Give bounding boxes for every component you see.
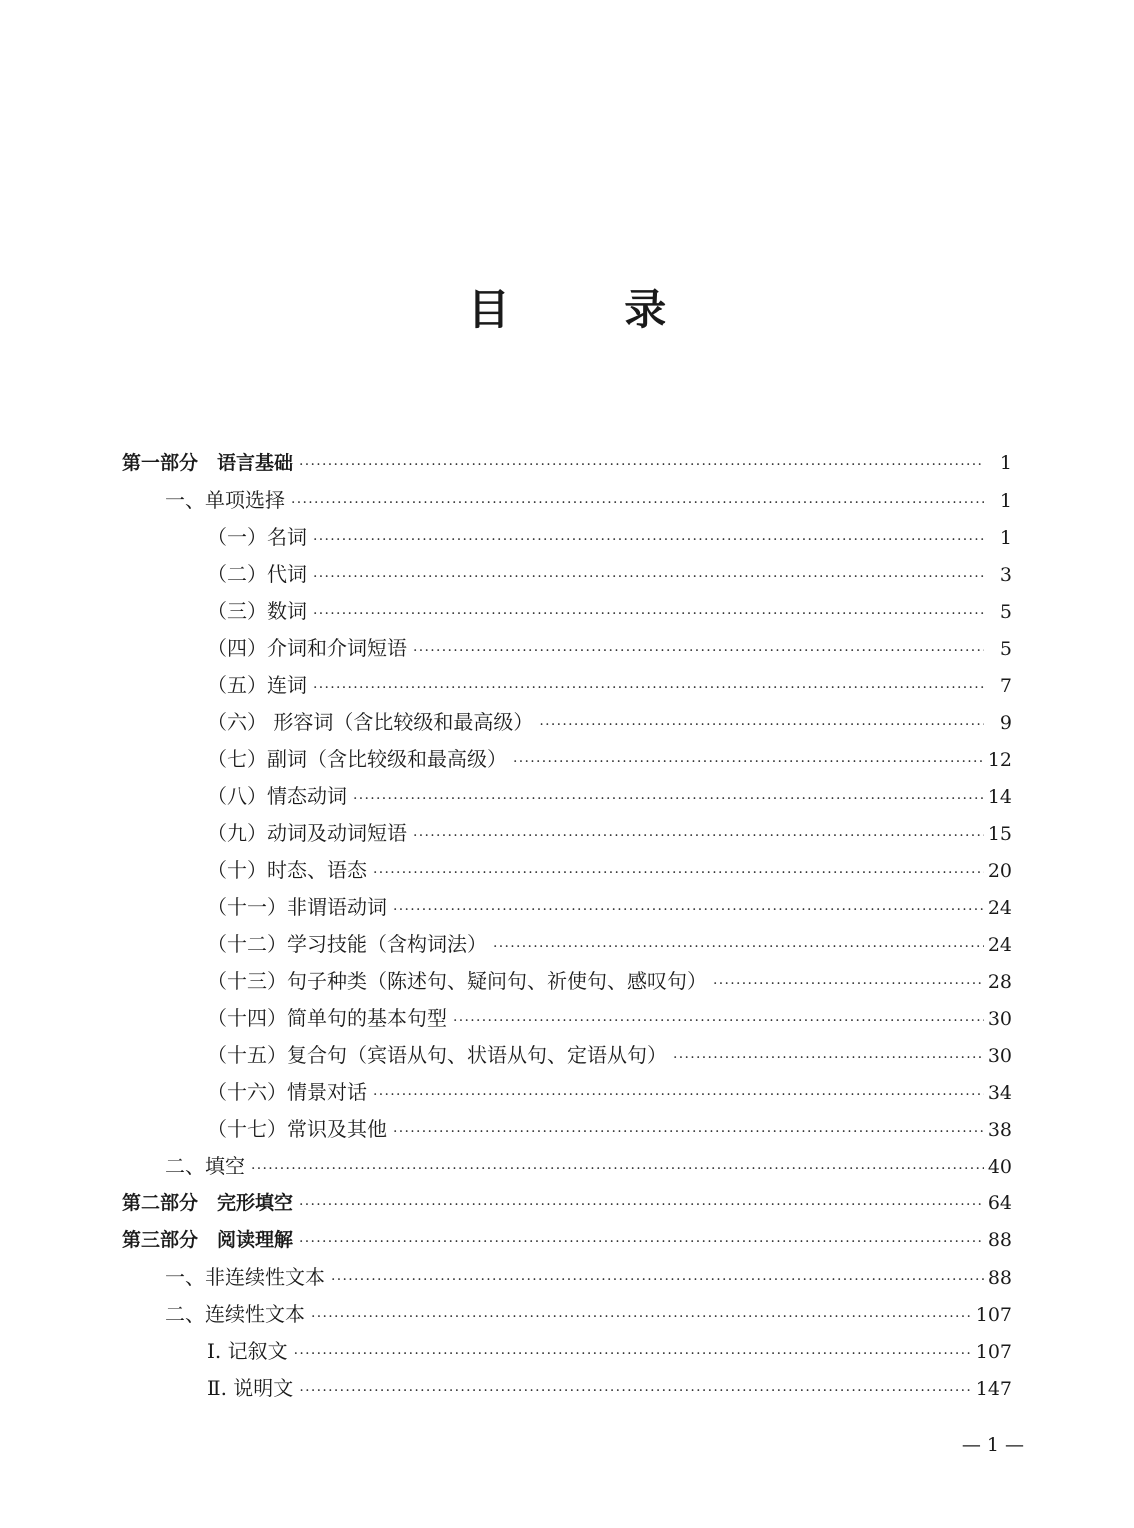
toc-entry-label: （十六）情景对话: [207, 1080, 367, 1104]
toc-entry-label: （六） 形容词（含比较级和最高级）: [207, 710, 534, 734]
toc-entry-page: 40: [987, 1156, 1012, 1178]
toc-entry[interactable]: [0, 482, 1134, 519]
toc-entry-page: 5: [999, 638, 1012, 660]
toc-entry-page: 38: [987, 1119, 1012, 1141]
toc-entry-label: （十五）复合句（宾语从句、状语从句、定语从句）: [207, 1043, 667, 1067]
toc-entry[interactable]: [0, 667, 1134, 704]
dot-leader: [299, 447, 984, 484]
toc-entry-page: 24: [987, 934, 1012, 956]
dot-leader: [313, 522, 984, 559]
dot-leader: [413, 633, 984, 670]
toc-entry[interactable]: [0, 1074, 1134, 1111]
toc-entry[interactable]: [0, 1296, 1134, 1333]
dot-leader: [673, 1040, 984, 1077]
toc-entry-label: （十二）学习技能（含构词法）: [207, 932, 487, 956]
toc-entry-page: 30: [987, 1008, 1012, 1030]
toc-entry-label: （十四）简单句的基本句型: [207, 1006, 447, 1030]
dot-leader: [331, 1262, 984, 1299]
toc-entry[interactable]: [0, 741, 1134, 778]
toc-entry[interactable]: [0, 445, 1134, 482]
toc-entry-label: （二）代词: [207, 562, 307, 586]
dot-leader: [299, 1373, 971, 1410]
toc-entry-label: （一）名词: [207, 525, 307, 549]
toc-entry-page: 1: [999, 527, 1012, 549]
dot-leader: [713, 966, 984, 1003]
dot-leader: [393, 892, 984, 929]
toc-entry-page: 28: [987, 971, 1012, 993]
toc-entry[interactable]: [0, 1000, 1134, 1037]
toc-entry-page: 20: [987, 860, 1012, 882]
toc-entry[interactable]: [0, 556, 1134, 593]
toc-entry-page: 147: [975, 1378, 1012, 1400]
toc-entry-label: （十七）常识及其他: [207, 1117, 387, 1141]
toc-entry-label: （十）时态、语态: [207, 858, 367, 882]
toc-entry[interactable]: [0, 704, 1134, 741]
toc-entry-label: （十一）非谓语动词: [207, 895, 387, 919]
toc-entry-page: 12: [987, 749, 1012, 771]
dot-leader: [291, 485, 984, 522]
dot-leader: [299, 1224, 984, 1261]
dot-leader: [311, 1299, 972, 1336]
toc-entry-page: 1: [999, 452, 1012, 474]
toc-entry-page: 107: [975, 1341, 1012, 1363]
toc-entry[interactable]: [0, 889, 1134, 926]
toc-entry-page: 64: [987, 1192, 1012, 1214]
toc-entry[interactable]: [0, 778, 1134, 815]
toc-entry-page: 24: [987, 897, 1012, 919]
toc-entry-label: （十三）句子种类（陈述句、疑问句、祈使句、感叹句）: [207, 969, 707, 993]
page-title: 目 录: [467, 285, 717, 334]
dot-leader: [353, 781, 984, 818]
toc-entry-page: 88: [987, 1229, 1012, 1251]
toc-entry-label: （四）介词和介词短语: [207, 636, 407, 660]
toc-entry-label: （五）连词: [207, 673, 307, 697]
toc-entry-label: （九）动词及动词短语: [207, 821, 407, 845]
toc-entry-label: 第一部分 语言基础: [122, 452, 294, 474]
toc-entry[interactable]: [0, 1259, 1134, 1296]
dot-leader: [539, 707, 984, 744]
toc-entry-page: 1: [999, 490, 1012, 512]
dot-leader: [313, 670, 984, 707]
dot-leader: [251, 1151, 984, 1188]
toc-entry[interactable]: [0, 1370, 1134, 1407]
toc-entry[interactable]: [0, 1185, 1134, 1222]
dot-leader: [493, 929, 984, 966]
toc-entry[interactable]: [0, 852, 1134, 889]
toc-entry-label: 二、连续性文本: [165, 1302, 305, 1326]
toc-entry-page: 107: [975, 1304, 1012, 1326]
toc-entry-label: （三）数词: [207, 599, 307, 623]
dot-leader: [513, 744, 984, 781]
toc-entry-page: 15: [987, 823, 1012, 845]
dot-leader: [313, 559, 984, 596]
dot-leader: [373, 1077, 984, 1114]
toc-entry-label: Ⅰ. 记叙文: [207, 1339, 288, 1363]
toc-entry-label: 二、填空: [165, 1154, 245, 1178]
toc-entry-label: Ⅱ. 说明文: [207, 1376, 294, 1400]
dot-leader: [373, 855, 984, 892]
dot-leader: [413, 818, 984, 855]
toc-entry-page: 14: [987, 786, 1012, 808]
toc-entry[interactable]: [0, 630, 1134, 667]
toc-entry-label: （七）副词（含比较级和最高级）: [207, 747, 507, 771]
toc-entry-page: 34: [987, 1082, 1012, 1104]
table-of-contents: [0, 445, 1134, 1407]
toc-entry-label: （八）情态动词: [207, 784, 347, 808]
toc-entry[interactable]: [0, 1333, 1134, 1370]
toc-entry-page: 88: [987, 1267, 1012, 1289]
toc-entry-label: 第三部分 阅读理解: [122, 1229, 294, 1251]
toc-entry[interactable]: [0, 1037, 1134, 1074]
dot-leader: [299, 1187, 984, 1224]
toc-entry[interactable]: [0, 519, 1134, 556]
toc-entry[interactable]: [0, 815, 1134, 852]
toc-entry-page: 9: [999, 712, 1012, 734]
toc-entry[interactable]: [0, 963, 1134, 1000]
toc-entry[interactable]: [0, 926, 1134, 963]
dot-leader: [453, 1003, 984, 1040]
toc-entry-page: 3: [999, 564, 1012, 586]
toc-entry-label: 第二部分 完形填空: [122, 1192, 294, 1214]
toc-entry-label: 一、非连续性文本: [165, 1265, 325, 1289]
toc-entry-label: 一、单项选择: [165, 488, 285, 512]
toc-entry[interactable]: [0, 593, 1134, 630]
page-number: — 1 —: [961, 1434, 1024, 1456]
dot-leader: [313, 596, 984, 633]
toc-entry-page: 7: [999, 675, 1012, 697]
toc-entry-page: 5: [999, 601, 1012, 623]
dot-leader: [393, 1114, 984, 1151]
toc-entry-page: 30: [987, 1045, 1012, 1067]
toc-entry[interactable]: [0, 1222, 1134, 1259]
dot-leader: [294, 1336, 972, 1373]
toc-entry[interactable]: [0, 1148, 1134, 1185]
toc-entry[interactable]: [0, 1111, 1134, 1148]
